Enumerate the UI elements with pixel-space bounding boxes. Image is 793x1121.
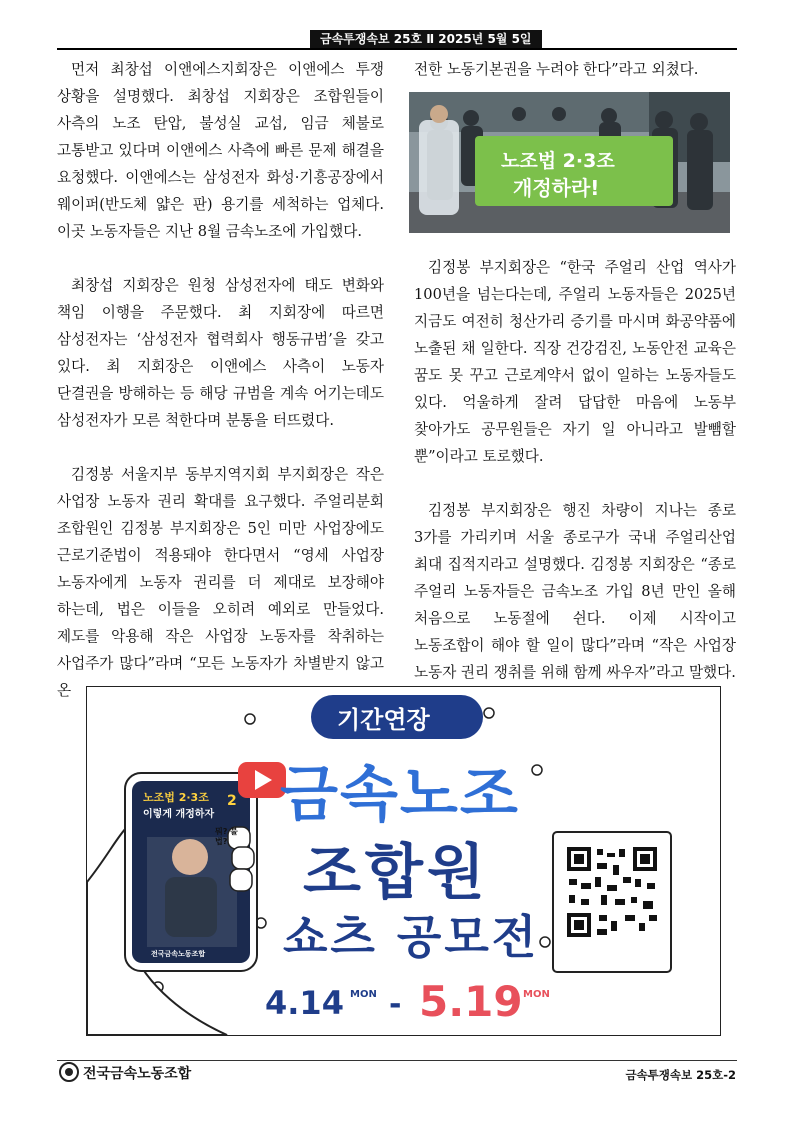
article-paragraph: 김정봉 서울지부 동부지역지회 부지회장은 작은 사업장 노동자 권리 확대를 요구했다. 주얼리분회 조합원인 김정봉 부지회장은 5인 미만 사업장에도 근로기준법이 적용돼야 한다면서 “영세 사업장 노동자에게 노동자 권리를 더 제대로 보장해야 하는데, 법은 이들을 오히려 예외로 만들었다. 제도를 악용해 작은 사업장 노동자를 착취하는 사업주가 많다”라며 “모든 노동자가 차별받지 않고 온 xyxy=(57,466,384,699)
footer-rule xyxy=(57,1060,737,1061)
ad-title-line3: 쇼츠 공모전 xyxy=(283,910,540,964)
banner-line2: 개정하라! xyxy=(513,176,600,200)
date-start: 4.14 xyxy=(265,984,344,1022)
march-photo xyxy=(409,92,730,233)
phone-episode-number: 2 xyxy=(227,793,237,809)
article-paragraph: 전한 노동기본권을 누려야 한다”라고 외쳤다. xyxy=(414,61,699,78)
article-right-continuation xyxy=(414,56,736,83)
date-dash: - xyxy=(389,987,402,1022)
phone-bubble: 뭐? 불법? xyxy=(215,827,238,846)
article-right-column xyxy=(414,254,736,686)
article-paragraph: 김정봉 부지회장은 “한국 주얼리 산업 역사가 100년을 넘는다는데, 주얼리 노동자들은 2025년 지금도 여전히 청산가리 증기를 마시며 화공약품에 노출된 채 일한다. 직장 건강검진, 노동안전 교육은 꿈도 못 꾸고 근로계약서 없이 일하는 노동자들도 있다. 억울하게 잘려 답답한 마음에 노동부 찾아가도 공무원들은 자기 일 아니라고 발뺌할 뿐”이라고 토로했다. xyxy=(414,259,736,465)
footer-org-name: 전국금속노동조합 xyxy=(83,1066,192,1082)
newsletter-header: 금속투쟁속보 25호 Ⅱ 2025년 5월 5일 xyxy=(310,30,542,48)
union-logo-icon xyxy=(57,1062,81,1082)
article-paragraph: 김정봉 부지회장은 행진 차량이 지나는 종로 3가를 가리키며 서울 종로구가 국내 주얼리산업 최대 집적지라고 설명했다. 김정봉 지회장은 “종로 주얼리 노동자들은 금속노조 가입 8년 만인 올해 처음으로 노동절에 쉰다. 이제 시작이고 노동조합이 해야 할 일이 많다”라며 “작은 사업장 노동자 권리 쟁취를 위해 함께 싸우자”라고 말했다. xyxy=(414,502,736,681)
phone-title1: 노조법 2·3조 xyxy=(143,791,209,804)
ad-title-line1: 금속노조 xyxy=(280,760,520,830)
date-end-day: MON xyxy=(523,989,550,1000)
ad-title-line2: 조합원 xyxy=(303,838,489,908)
article-paragraph: 최창섭 지회장은 원청 삼성전자에 태도 변화와 책임 이행을 주문했다. 최 지회장에 따르면 삼성전자는 ‘삼성전자 협력회사 행동규범’을 갖고 있다. 최 지회장은 이앤에스 사측이 노동자 단결권을 방해하는 등 해당 규범을 계속 어기는데도 삼성전자가 모른 척한다며 분통을 터뜨렸다. xyxy=(57,277,384,429)
article-paragraph: 먼저 최창섭 이앤에스지회장은 이앤에스 투쟁 상황을 설명했다. 최창섭 지회장은 조합원들이 사측의 노조 탄압, 불성실 교섭, 임금 체불로 고통받고 있다며 이앤에스 사측에 빠른 문제 해결을 요청했다. 이앤에스는 삼성전자 화성·기흥공장에서 웨이퍼(반도체 얇은 판) 용기를 세척하는 업체다. 이곳 노동자들은 지난 8월 금속노조에 가입했다. xyxy=(57,61,384,240)
banner-line1: 노조법 2·3조 xyxy=(501,150,615,172)
phone-footer: 전국금속노동조합 xyxy=(151,950,206,958)
date-start-day: MON xyxy=(350,989,377,1000)
shorts-contest-ad xyxy=(86,686,721,1036)
footer-issue-number: 금속투쟁속보 25호-2 xyxy=(625,1068,736,1082)
article-left-column xyxy=(57,56,384,704)
extension-badge: 기간연장 xyxy=(337,706,430,734)
date-end: 5.19 xyxy=(419,977,523,1026)
phone-title2: 이렇게 개정하자 xyxy=(143,809,215,820)
